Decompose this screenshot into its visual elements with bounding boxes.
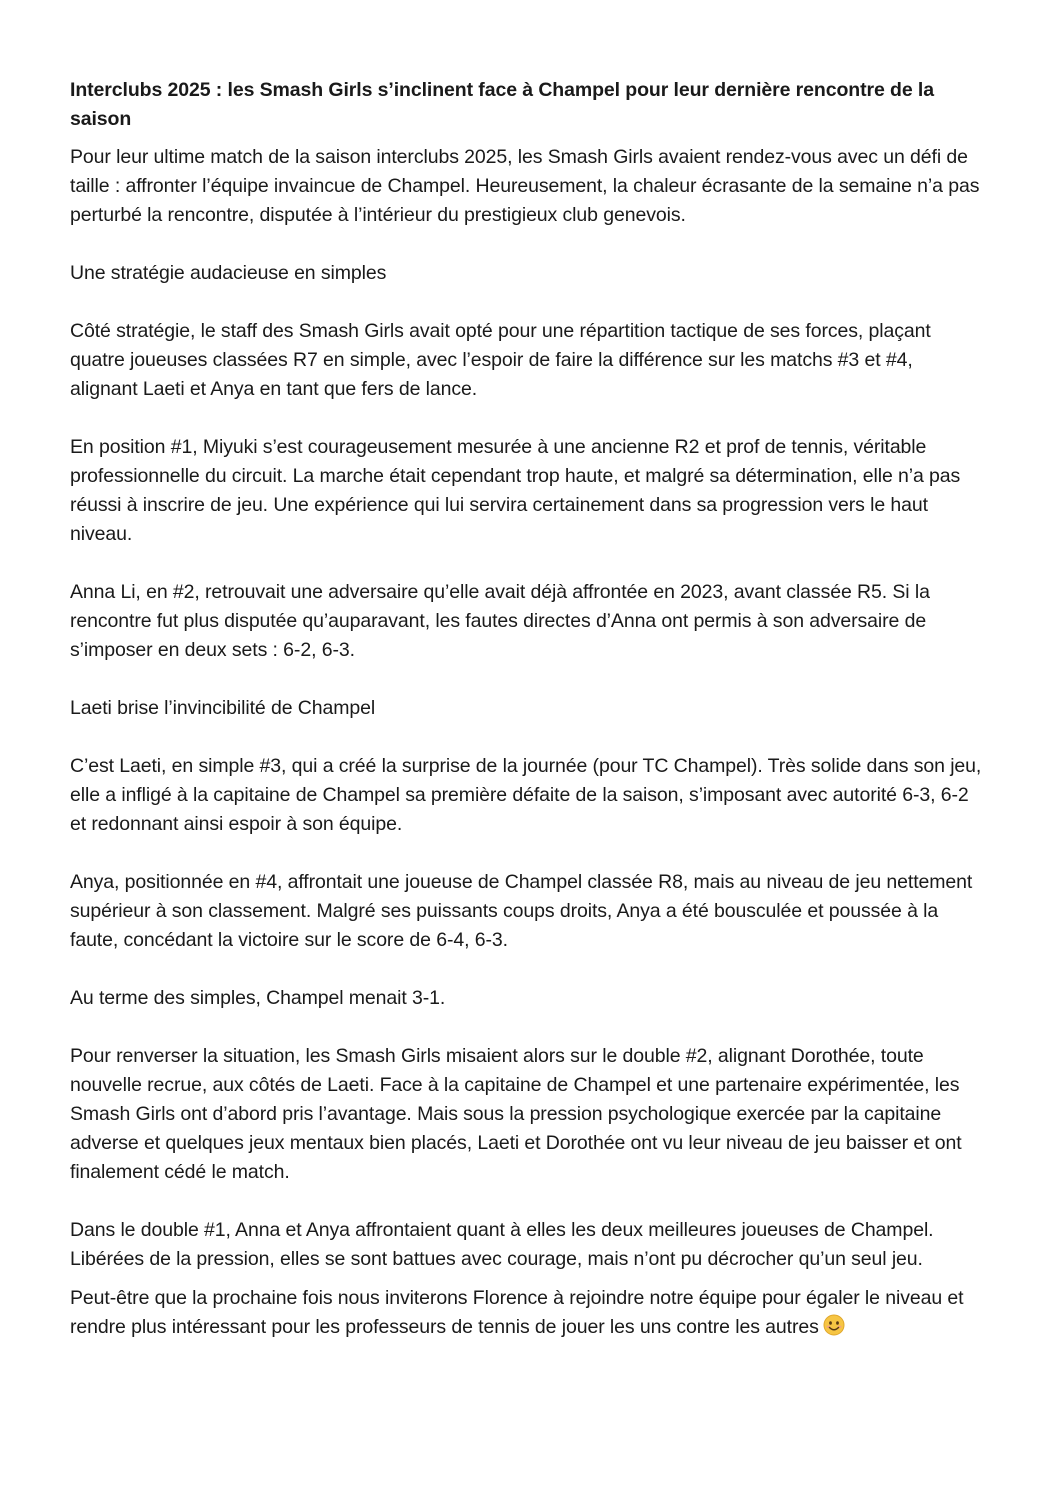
paragraph-intro: Pour leur ultime match de la saison interclubs 2025, les Smash Girls avaient rendez-vous avec un défi de taille : affronter l’équipe invaincue de Champel. Heureusement, la chaleur écrasante de la semaine n’a pas perturbé la rencontre, disputée à l’intérieur du prestigieux club genevois.: [70, 146, 980, 226]
paragraph-match-2: Anna Li, en #2, retrouvait une adversaire qu’elle avait déjà affrontée en 2023, avant classée R5. Si la rencontre fut plus disputée qu’auparavant, les fautes directes d’Anna ont permis à son adversaire de s’imposer en deux sets : 6-2, 6-3.: [70, 581, 930, 661]
paragraph-match-4: Anya, positionnée en #4, affrontait une joueuse de Champel classée R8, mais au niveau de jeu nettement supérieur à son classement. Malgré ses puissants coups droits, Anya a été bousculée et poussée à la faute, concédant la victoire sur le score de 6-4, 6-3.: [70, 871, 973, 951]
paragraph-closing-text: Peut-être que la prochaine fois nous inviterons Florence à rejoindre notre équipe pour égaler le niveau et rendre plus intéressant pour les professeurs de tennis de jouer les uns contre les autres: [70, 1287, 964, 1338]
section-heading-laeti: Laeti brise l’invincibilité de Champel: [70, 697, 376, 719]
smiling-face-emoji-icon: [823, 1314, 845, 1345]
section-heading-strategy: Une stratégie audacieuse en simples: [70, 262, 387, 284]
document-page: [70, 76, 982, 1374]
paragraph-double-2: Pour renverser la situation, les Smash Girls misaient alors sur le double #2, alignant Dorothée, toute nouvelle recrue, aux côtés de Laeti. Face à la capitaine de Champel et une partenaire expérimentée, les Smash Girls ont d’abord pris l’avantage. Mais sous la pression psychologique exercée par la capitaine adverse et quelques jeux mentaux bien placés, Laeti et Dorothée ont vu leur niveau de jeu baisser et ont finalement cédé le match.: [70, 1045, 962, 1183]
paragraph-strategy: Côté stratégie, le staff des Smash Girls avait opté pour une répartition tactique de ses forces, plaçant quatre joueuses classées R7 en simple, avec l’espoir de faire la différence sur les matchs #3 et #4, alignant Laeti et Anya en tant que fers de lance.: [70, 320, 931, 400]
article-title: Interclubs 2025 : les Smash Girls s’inclinent face à Champel pour leur dernière rencontre de la saison: [70, 79, 934, 130]
paragraph-closing: [70, 1284, 982, 1345]
paragraph-match-1: En position #1, Miyuki s’est courageusement mesurée à une ancienne R2 et prof de tennis, véritable professionnelle du circuit. La marche était cependant trop haute, et malgré sa détermination, elle n’a pas réussi à inscrire de jeu. Une expérience qui lui servira certainement dans sa progression vers le haut niveau.: [70, 436, 961, 545]
paragraph-double-1: Dans le double #1, Anna et Anya affrontaient quant à elles les deux meilleures joueuses de Champel. Libérées de la pression, elles se sont battues avec courage, mais n’ont pu décrocher qu’un seul jeu.: [70, 1219, 934, 1270]
paragraph-match-3: C’est Laeti, en simple #3, qui a créé la surprise de la journée (pour TC Champel). Très solide dans son jeu, elle a infligé à la capitaine de Champel sa première défaite de la saison, s’imposant avec autorité 6-3, 6-2 et redonnant ainsi espoir à son équipe.: [70, 755, 982, 835]
paragraph-singles-result: Au terme des simples, Champel menait 3-1.: [70, 987, 446, 1009]
